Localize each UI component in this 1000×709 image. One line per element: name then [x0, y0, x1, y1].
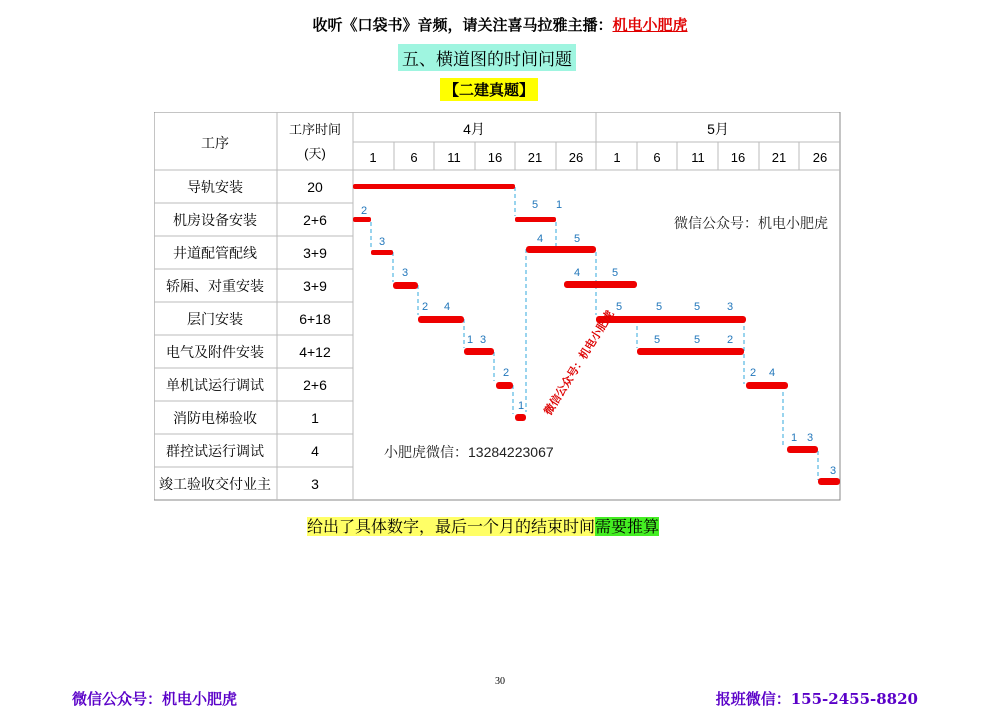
day-tick: 26 — [568, 150, 584, 165]
month-april: 4月 — [463, 121, 485, 137]
day-tick: 6 — [653, 150, 661, 165]
row-time: 3+9 — [303, 278, 327, 294]
day-tick: 11 — [447, 150, 461, 165]
bar-landing-door-2 — [596, 316, 746, 323]
col-time-unit: (天) — [304, 146, 326, 161]
day-tick: 11 — [691, 150, 705, 165]
note-line — [307, 514, 659, 537]
row-name: 群控试运行调试 — [166, 443, 264, 459]
bar-completion — [818, 478, 840, 485]
row-time: 6+18 — [299, 311, 331, 327]
bar-label: 3 — [830, 465, 837, 477]
row-time: 3+9 — [303, 245, 327, 261]
bar-machine-room-2 — [515, 217, 556, 222]
bar-label: 3 — [480, 334, 487, 346]
header-line — [0, 14, 1000, 35]
bar-electrical-2 — [637, 348, 744, 355]
bar-single-test-2 — [746, 382, 788, 389]
bar-label: 5 — [656, 301, 663, 313]
row-time: 1 — [311, 410, 319, 426]
bar-label: 3 — [379, 236, 386, 248]
bar-label: 1 — [556, 199, 563, 211]
bar-car-counterweight-2 — [564, 281, 637, 288]
bar-label: 4 — [574, 267, 581, 279]
note-part2: 需要推算 — [595, 517, 660, 536]
bar-label: 2 — [750, 367, 757, 379]
row-time: 4 — [311, 443, 319, 459]
month-may: 5月 — [707, 121, 729, 137]
day-tick: 6 — [410, 150, 418, 165]
row-name: 竣工验收交付业主 — [159, 476, 271, 492]
bar-fire-elevator — [515, 414, 526, 421]
bar-label: 1 — [518, 400, 525, 412]
row-time: 20 — [307, 179, 323, 195]
col-time-header: 工序时间 — [288, 122, 342, 137]
row-time: 4+12 — [299, 344, 331, 360]
day-tick: 16 — [487, 150, 503, 165]
page-number: 30 — [495, 676, 505, 687]
row-name: 层门安装 — [187, 311, 243, 327]
bar-label: 1 — [467, 334, 474, 346]
bar-machine-room-1 — [353, 217, 371, 222]
bar-electrical-1 — [464, 348, 494, 355]
footer-right: 报班微信：155-2455-8820 — [715, 690, 918, 708]
bar-shaft-wiring-1 — [371, 250, 393, 255]
bar-label: 5 — [654, 334, 661, 346]
row-name: 单机试运行调试 — [166, 377, 264, 393]
bar-label: 5 — [694, 301, 701, 313]
gantt-chart — [154, 112, 842, 506]
row-name: 井道配管配线 — [173, 245, 257, 261]
bar-label: 3 — [727, 301, 734, 313]
bar-label: 5 — [612, 267, 619, 279]
gantt-svg — [154, 112, 842, 502]
bar-label: 5 — [574, 233, 581, 245]
bar-label: 4 — [769, 367, 776, 379]
bar-label: 4 — [444, 301, 451, 313]
row-time: 3 — [311, 476, 319, 492]
row-time: 2+6 — [303, 212, 327, 228]
bar-label: 3 — [402, 267, 409, 279]
note-part1: 给出了具体数字，最后一个月的结束时间 — [307, 517, 596, 536]
bar-label: 5 — [616, 301, 623, 313]
bar-label: 5 — [694, 334, 701, 346]
bar-group-control — [787, 446, 818, 453]
row-name: 轿厢、对重安装 — [166, 278, 264, 294]
day-tick: 16 — [730, 150, 746, 165]
bar-label: 5 — [532, 199, 539, 211]
bar-label: 2 — [727, 334, 734, 346]
sub-title: 【二建真题】 — [440, 78, 538, 101]
day-tick: 26 — [812, 150, 828, 165]
day-tick: 21 — [771, 150, 787, 165]
diagonal-watermark: 微信公众号：机电小肥虎 — [542, 308, 617, 418]
row-name: 机房设备安装 — [173, 212, 257, 228]
bar-single-test-1 — [496, 382, 513, 389]
contact-label: 小肥虎微信：13284223067 — [384, 444, 554, 460]
bar-label: 4 — [537, 233, 544, 245]
bar-shaft-wiring-2 — [526, 246, 596, 253]
bar-label: 2 — [503, 367, 510, 379]
day-tick: 21 — [527, 150, 543, 165]
bar-label: 2 — [422, 301, 429, 313]
row-name: 电气及附件安装 — [166, 344, 264, 360]
bar-label: 3 — [807, 432, 814, 444]
day-tick: 1 — [369, 150, 377, 165]
bar-label: 2 — [361, 205, 368, 217]
bar-landing-door-1 — [418, 316, 464, 323]
row-name: 消防电梯验收 — [173, 410, 257, 426]
header-highlight: 机电小肥虎 — [612, 16, 688, 34]
bar-guide-rail — [353, 184, 515, 189]
header-prefix: 收听《口袋书》音频，请关注喜马拉雅主播： — [312, 16, 613, 34]
row-time: 2+6 — [303, 377, 327, 393]
col-process-header: 工序 — [201, 135, 229, 151]
bar-label: 1 — [791, 432, 798, 444]
section-title: 五、横道图的时间问题 — [398, 44, 576, 71]
bar-car-counterweight-1 — [393, 282, 418, 289]
wechat-label: 微信公众号：机电小肥虎 — [674, 215, 828, 231]
day-tick: 1 — [613, 150, 621, 165]
footer-left: 微信公众号：机电小肥虎 — [72, 690, 238, 708]
row-name: 导轨安装 — [187, 179, 243, 195]
